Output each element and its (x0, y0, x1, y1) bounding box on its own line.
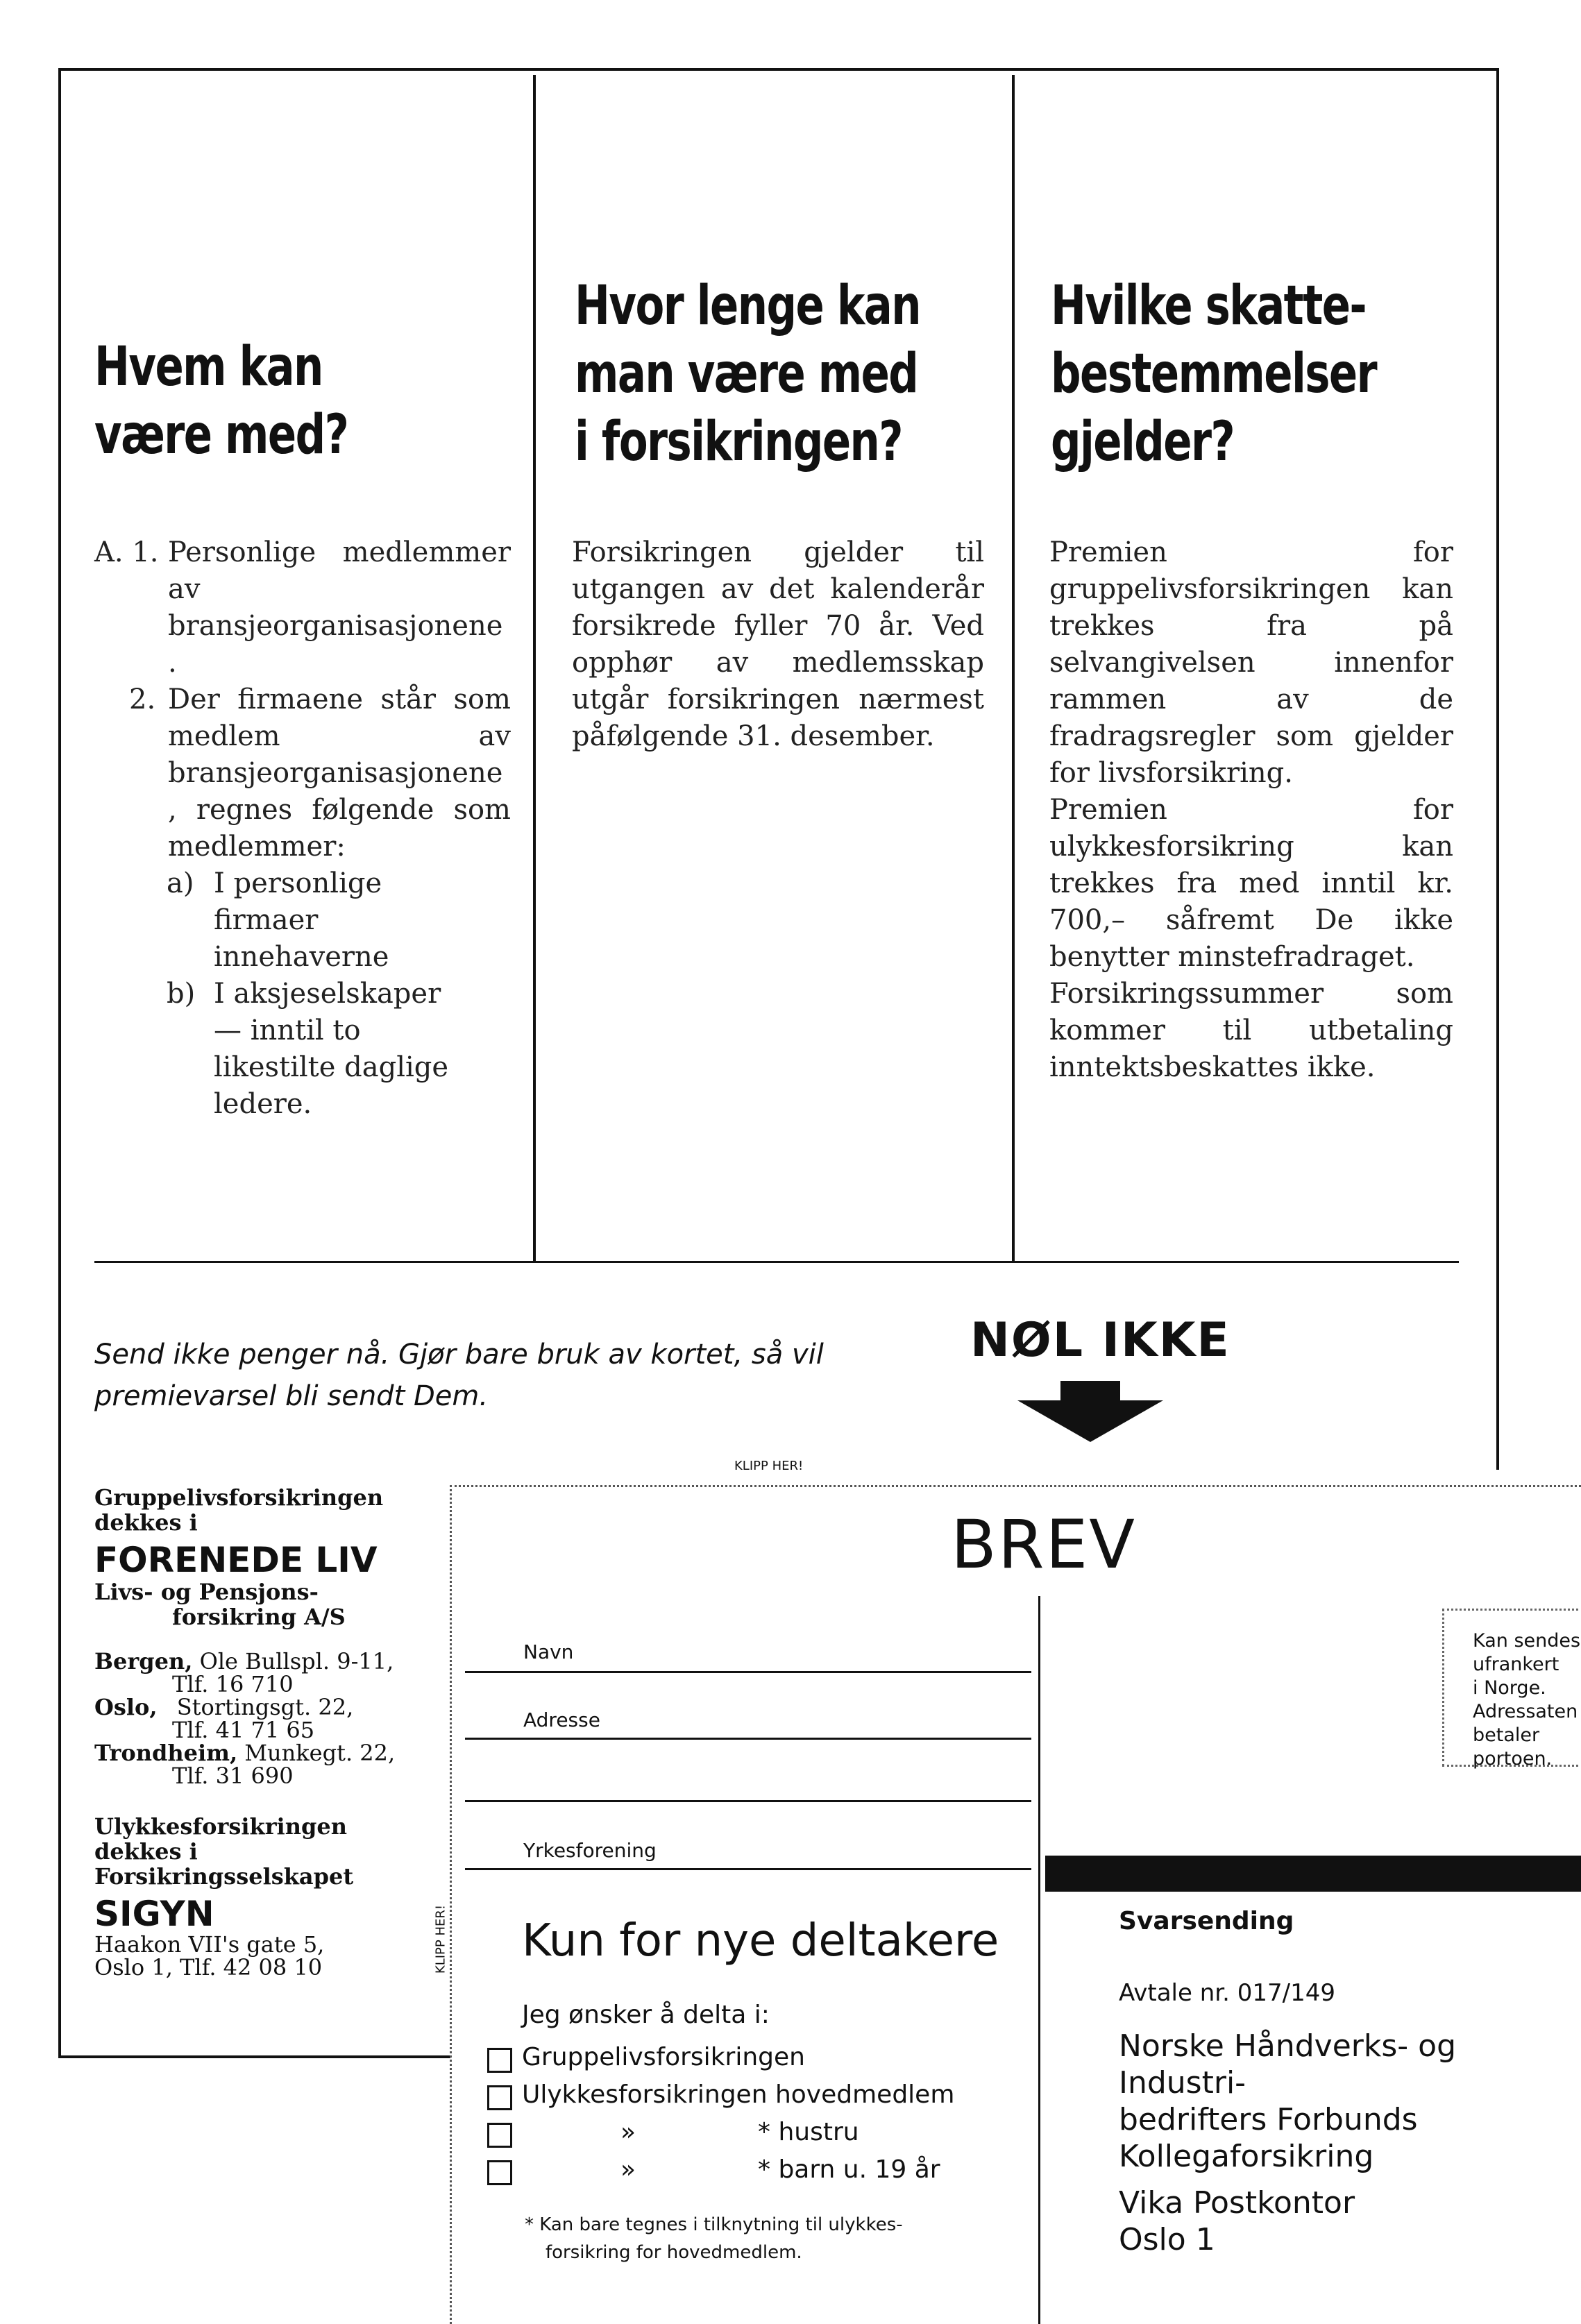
who-item-a (94, 865, 511, 976)
postage-text (1473, 1629, 1580, 1771)
cut-line-left[interactable] (450, 1485, 452, 2324)
office-city: Trondheim, (94, 1740, 238, 1766)
wish-to-join-label: Jeg ønsker å delta i: (522, 2001, 770, 2029)
office-bergen (94, 1650, 441, 1696)
group-intro-2: dekkes i (94, 1509, 198, 1536)
group-company: FORENEDE LIV (94, 1540, 378, 1580)
field-label-adresse: Adresse (523, 1708, 600, 1731)
nol-ikke-heading: NØL IKKE (970, 1313, 1231, 1368)
field-label-navn: Navn (523, 1640, 574, 1663)
footnote-line-1: * Kan bare tegnes i tilknytning til ulykkes- (525, 2214, 903, 2235)
who-item-1-text: Personlige medlemmer av bransjeorganisasjonene. (168, 536, 511, 679)
svarsending-bar (1045, 1856, 1581, 1892)
option-child: * barn u. 19 år (758, 2155, 940, 2184)
column-divider-2 (1012, 75, 1015, 1262)
who-item-b-text: I aksjeselskaper — inntil to likestilte daglige ledere. (214, 978, 449, 1120)
klipp-her-side: KLIPP HER! (433, 1904, 448, 1974)
office-street: Munkegt. 22, (244, 1740, 396, 1766)
cut-line-top[interactable] (450, 1485, 1581, 1487)
office-trondheim (94, 1742, 441, 1788)
postage-line: betaler (1473, 1724, 1540, 1746)
yrkesforening-field[interactable] (465, 1868, 1031, 1870)
accident-intro-2: dekkes i (94, 1838, 198, 1865)
option-ditto-mark: » (620, 2155, 636, 2184)
navn-field[interactable] (465, 1671, 1031, 1673)
recipient-line: Norske Håndverks- og Industri- (1119, 2028, 1456, 2101)
group-sub-2: forsikring A/S (172, 1604, 346, 1630)
accident-address-1: Haakon VII's gate 5, (94, 1931, 325, 1958)
left-border (58, 68, 61, 2057)
checkbox-accident-spouse[interactable] (487, 2123, 512, 2148)
klipp-her-top: KLIPP HER! (734, 1459, 804, 1473)
footnote (525, 2211, 903, 2266)
card-center-divider (1038, 1596, 1040, 2324)
column-divider-1 (533, 75, 536, 1262)
group-sub-1: Livs- og Pensjons- (94, 1579, 319, 1605)
field-label-yrkesforening: Yrkesforening (523, 1839, 657, 1862)
postage-line: i Norge. (1473, 1677, 1546, 1699)
who-item-2-text: Der firmaene står som medlem av bransjeorganisasjonene, regnes følgende som medlemmer: (168, 684, 511, 863)
checkbox-accident-child[interactable] (487, 2160, 512, 2185)
section-divider (94, 1261, 1459, 1263)
arrow-down-icon (1017, 1381, 1163, 1443)
office-oslo (94, 1696, 441, 1742)
who-item-a-marker: a) (167, 867, 194, 899)
tax-paragraph-3: Forsikringssummer som kommer til utbetaling inntektsbeskattes ikke. (1049, 978, 1453, 1083)
checkbox-group-life[interactable] (487, 2048, 512, 2073)
postage-line: Kan sendes (1473, 1630, 1581, 1652)
adresse-field-2[interactable] (465, 1800, 1031, 1802)
who-item-1 (94, 534, 511, 681)
group-intro-1: Gruppelivsforsikringen (94, 1484, 384, 1511)
send-note (94, 1334, 941, 1417)
svarsending-label: Svarsending (1119, 1907, 1294, 1935)
recipient-line: Oslo 1 (1119, 2222, 1215, 2257)
adresse-field[interactable] (465, 1738, 1031, 1740)
recipient-line: Vika Postkontor (1119, 2185, 1355, 2221)
who-item-b (94, 976, 511, 1123)
top-border (58, 68, 1499, 71)
duration-text: Forsikringen gjelder til utgangen av det kalenderår forsikrede fyller 70 år. Ved opphør av medlemsskap utgår forsikringen nærmest påfølgende 31. desember. (572, 536, 984, 752)
who-item-2 (94, 681, 511, 865)
option-group-life: Gruppelivsforsikringen (522, 2043, 805, 2071)
office-list (94, 1650, 441, 1788)
agreement-number: Avtale nr. 017/149 (1119, 1979, 1335, 2007)
accident-address-2: Oslo 1, Tlf. 42 08 10 (94, 1954, 323, 1981)
heading-who: Hvem kan være med? (94, 336, 348, 466)
checkbox-accident-main[interactable] (487, 2085, 512, 2110)
recipient-line: bedrifters Forbunds (1119, 2102, 1418, 2137)
postage-line: portoen. (1473, 1748, 1553, 1770)
recipient-address (1119, 2028, 1581, 2258)
heading-duration: Hvor lenge kan man være med i forsikringen? (575, 275, 920, 473)
office-city: Bergen, (94, 1648, 193, 1674)
send-note-line-1: Send ikke penger nå. Gjør bare bruk av kortet, så vil (94, 1339, 824, 1371)
postage-line: Adressaten (1473, 1701, 1578, 1722)
office-phone: Tlf. 41 71 65 (172, 1717, 315, 1743)
who-item-2-marker: 2. (129, 684, 156, 715)
tax-paragraph-2: Premien for ulykkesforsikring kan trekkes fra med inntil kr. 700,– såfremt De ikke benytter minstefradraget. (1049, 794, 1453, 973)
who-item-1-marker: A. 1. (94, 536, 159, 568)
accident-block (94, 1814, 441, 1979)
insurers-block (94, 1485, 441, 1979)
right-border (1496, 68, 1499, 1470)
brev-title: BREV (951, 1506, 1136, 1584)
office-phone: Tlf. 31 690 (172, 1763, 294, 1789)
option-accident-main: Ulykkesforsikringen hovedmedlem (522, 2080, 955, 2109)
office-street: Stortingsgt. 22, (176, 1694, 354, 1720)
option-ditto-mark: » (620, 2118, 636, 2146)
bottom-left-border (58, 2055, 450, 2058)
who-item-b-marker: b) (167, 978, 196, 1010)
tax-paragraph-1: Premien for gruppelivsforsikringen kan trekkes fra på selvangivelsen innenfor rammen av de fradragsregler som gjelder for livsforsikring. (1049, 536, 1453, 789)
accident-intro-3: Forsikringsselskapet (94, 1863, 354, 1890)
send-note-line-2: premievarsel bli sendt Dem. (94, 1380, 489, 1412)
option-spouse: * hustru (758, 2118, 859, 2146)
heading-tax: Hvilke skatte- bestemmelser gjelder? (1051, 275, 1377, 473)
who-item-a-text: I personlige firmaer innehaverne (214, 867, 389, 973)
footnote-line-2: forsikring for hovedmedlem. (546, 2242, 802, 2263)
office-phone: Tlf. 16 710 (172, 1671, 294, 1697)
office-street: Ole Bullspl. 9-11, (199, 1648, 394, 1674)
new-participants-title: Kun for nye deltakere (522, 1915, 999, 1967)
postage-line: ufrankert (1473, 1654, 1559, 1675)
accident-intro-1: Ulykkesforsikringen (94, 1813, 347, 1840)
tax-text (1049, 534, 1453, 1086)
office-city: Oslo, (94, 1694, 158, 1720)
accident-company: SIGYN (94, 1894, 214, 1934)
who-list (94, 534, 511, 1123)
recipient-line: Kollegaforsikring (1119, 2139, 1374, 2174)
